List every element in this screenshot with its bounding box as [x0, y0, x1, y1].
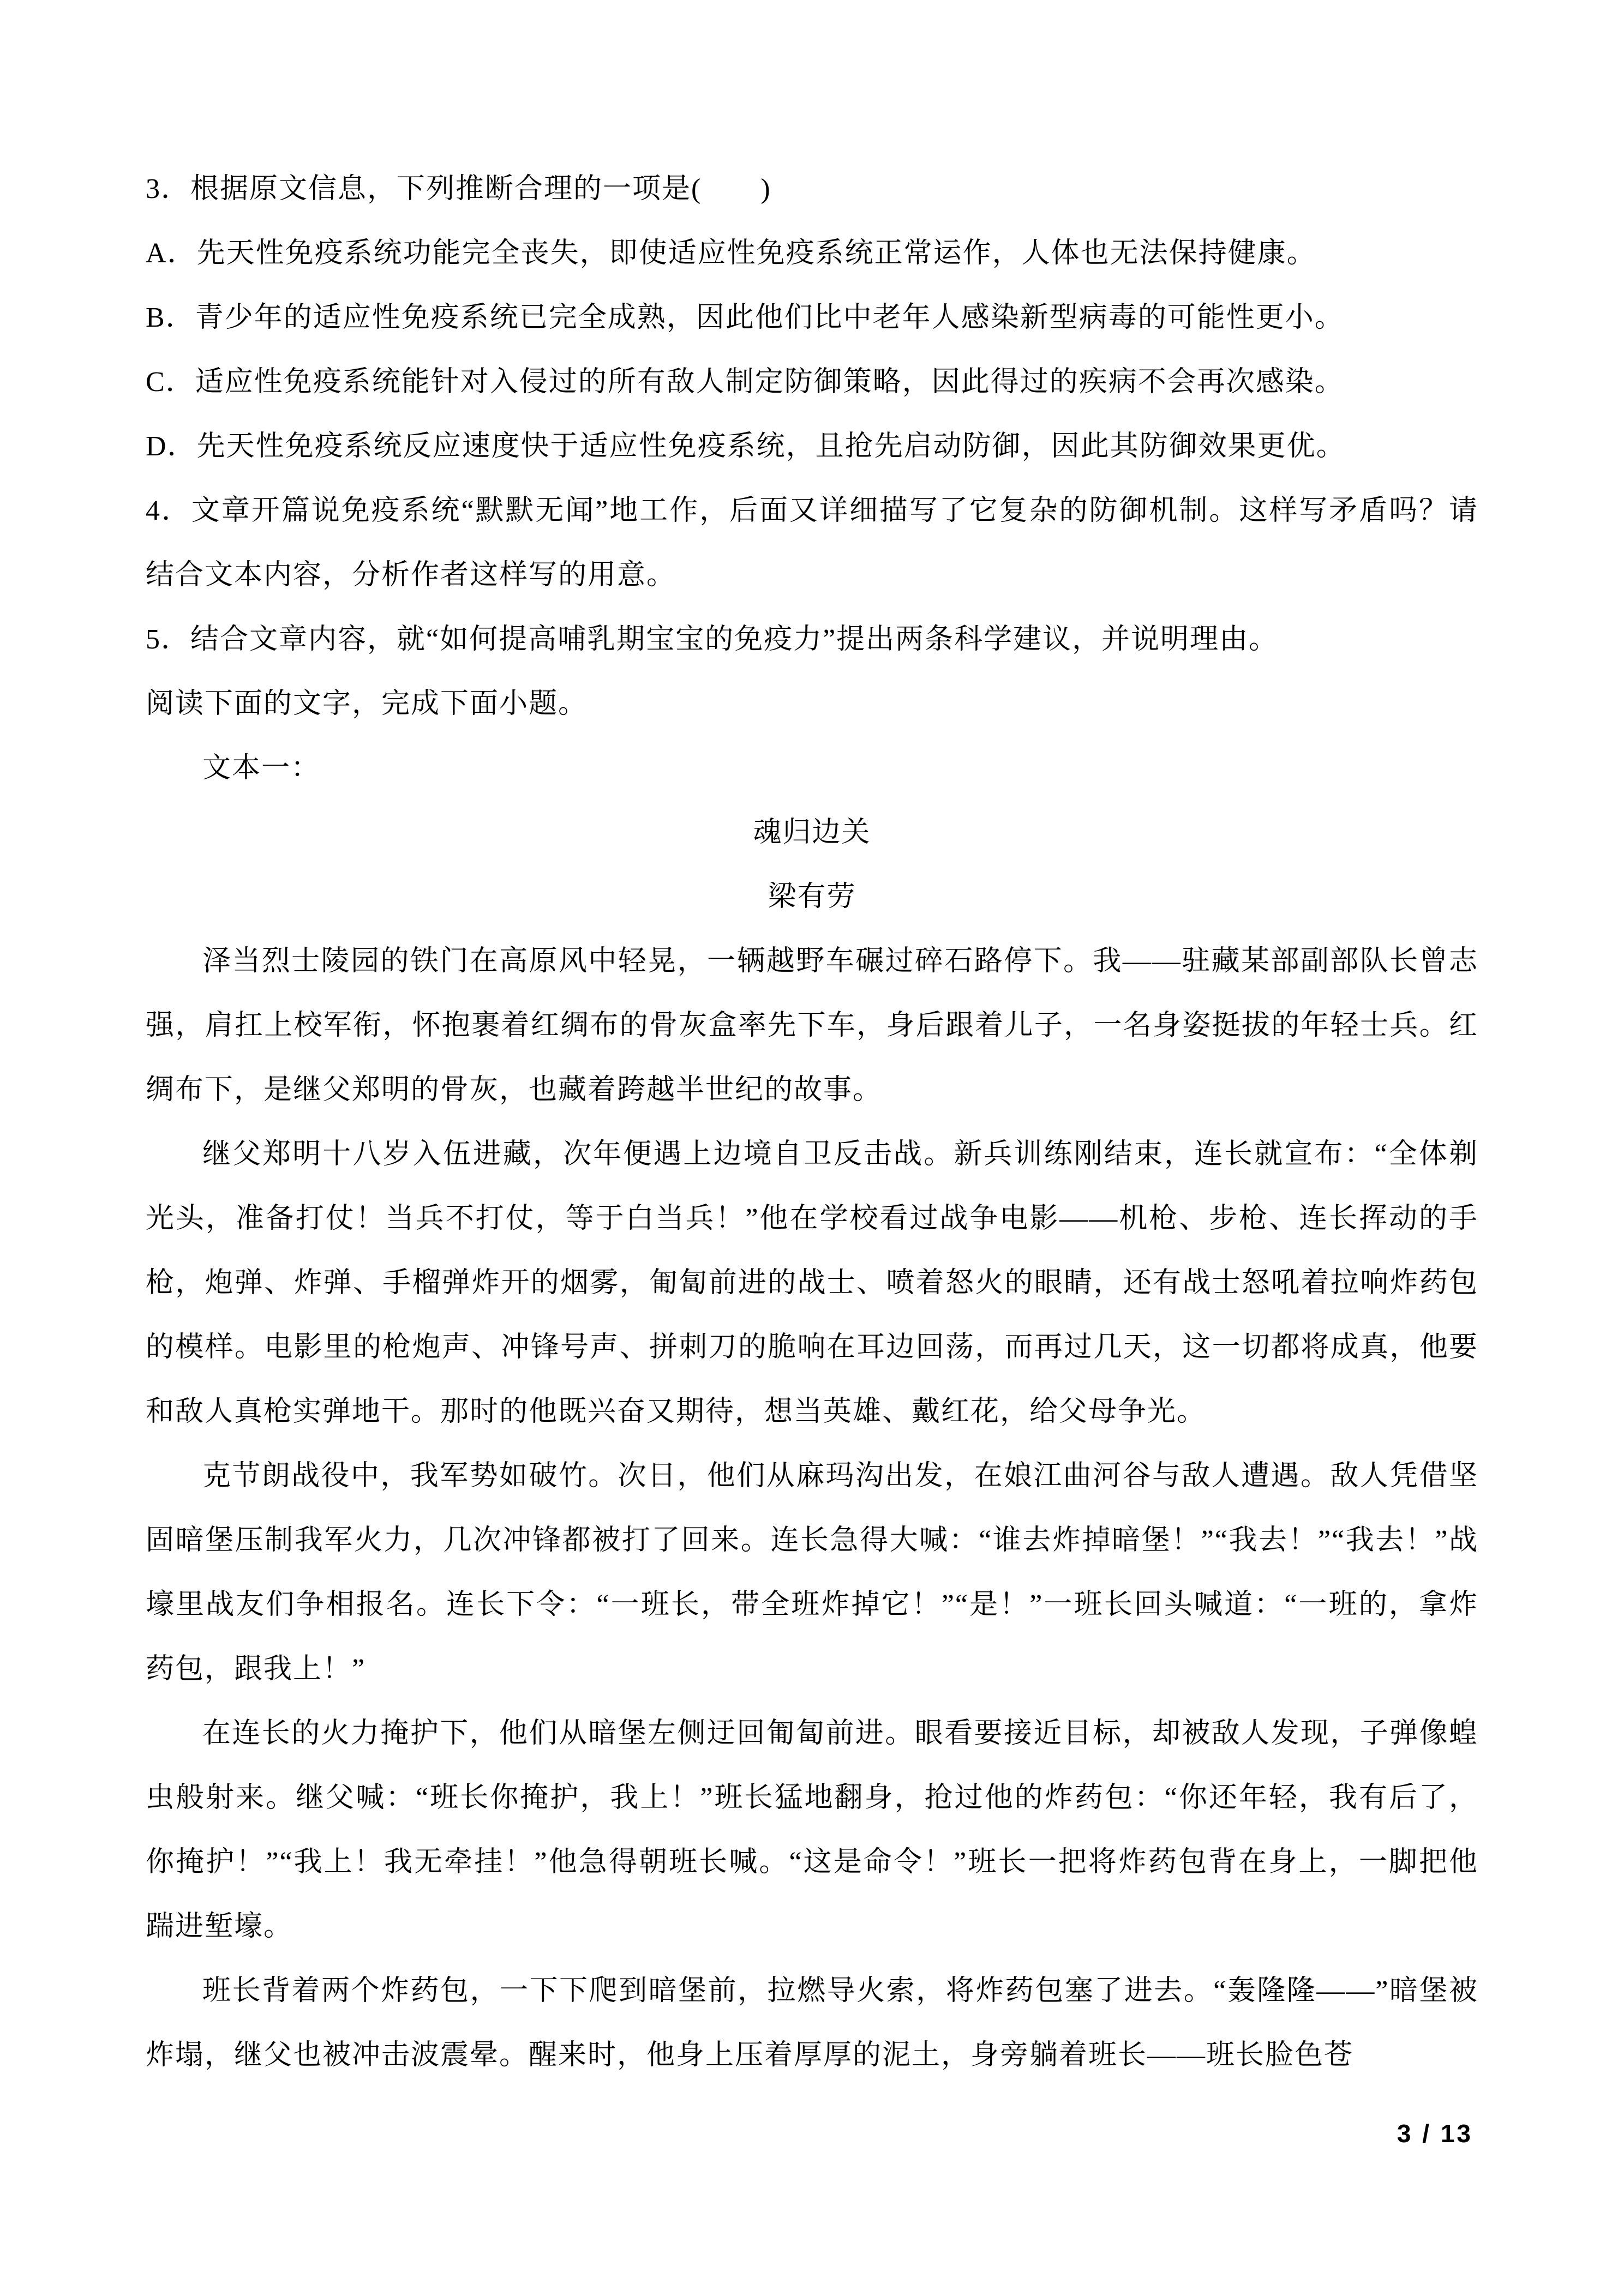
question-3-option-a — [146, 221, 1478, 286]
option-b-label: B． — [146, 302, 195, 333]
question-4-text: 文章开篇说免疫系统“默默无闻”地工作，后面又详细描写了它复杂的防御机制。这样写矛盾吗？请结合文本内容，分析作者这样写的用意。 — [146, 495, 1478, 591]
page-indicator: 3 / 13 — [1397, 2119, 1473, 2148]
question-4-number: 4． — [146, 495, 191, 526]
option-c-label: C． — [146, 366, 195, 398]
passage-paragraph-2: 继父郑明十八岁入伍进藏，次年便遇上边境自卫反击战。新兵训练刚结束，连长就宣布：“全体剃光头，准备打仗！当兵不打仗，等于白当兵！”他在学校看过战争电影——机枪、步枪、连长挥动的手枪，炮弹、炸弹、手榴弹炸开的烟雾，匍匐前进的战士、喷着怒火的眼睛，还有战士怒吼着拉响炸药包的模样。电影里的枪炮声、冲锋号声、拼刺刀的脆响在耳边回荡，而再过几天，这一切都将成真，他要和敌人真枪实弹地干。那时的他既兴奋又期待，想当英雄、戴红花，给父母争光。 — [146, 1139, 1478, 1427]
passage-author: 梁有劳 — [768, 881, 856, 912]
passage-paragraph-4: 在连长的火力掩护下，他们从暗堡左侧迂回匍匐前进。眼看要接近目标，却被敌人发现，子弹像蝗虫般射来。继父喊：“班长你掩护，我上！”班长猛地翻身，抢过他的炸药包：“你还年轻，我有后了，你掩护！”“我上！我无牵挂！”他急得朝班长喊。“这是命令！”班长一把将炸药包背在身上，一脚把他踹进堑壕。 — [146, 1718, 1478, 1942]
reading-instruction: 阅读下面的文字，完成下面小题。 — [146, 688, 588, 719]
passage-paragraph-3: 克节朗战役中，我军势如破竹。次日，他们从麻玛沟出发，在娘江曲河谷与敌人遭遇。敌人凭借坚固暗堡压制我军火力，几次冲锋都被打了回来。连长急得大喊：“谁去炸掉暗堡！”“我去！”“我去！”战壕里战友们争相报名。连长下令：“一班长，带全班炸掉它！”“是！”一班长回头喊道：“一班的，拿炸药包，跟我上！” — [146, 1460, 1478, 1685]
question-3-option-b — [146, 286, 1478, 350]
question-3-option-c — [146, 350, 1478, 414]
passage-paragraph-1: 泽当烈士陵园的铁门在高原风中轻晃，一辆越野车碾过碎石路停下。我——驻藏某部副部队长曾志强，肩扛上校军衔，怀抱裹着红绸布的骨灰盒率先下车，身后跟着儿子，一名身姿挺拔的年轻士兵。红绸布下，是继父郑明的骨灰，也藏着跨越半世纪的故事。 — [146, 946, 1478, 1105]
option-a-text: 先天性免疫系统功能完全丧失，即使适应性免疫系统正常运作，人体也无法保持健康。 — [196, 238, 1316, 269]
option-a-label: A． — [146, 238, 197, 269]
question-5-text: 结合文章内容，就“如何提高哺乳期宝宝的免疫力”提出两条科学建议，并说明理由。 — [190, 624, 1279, 655]
passage-paragraph-5: 班长背着两个炸药包，一下下爬到暗堡前，拉燃导火索，将炸药包塞了进去。“轰隆隆——”暗堡被炸塌，继父也被冲击波震晕。醒来时，他身上压着厚厚的泥土，身旁躺着班长——班长脸色苍 — [146, 1975, 1478, 2071]
text-one-label: 文本一： — [202, 753, 321, 784]
question-5-number: 5． — [146, 624, 191, 655]
question-3-stem — [146, 157, 1478, 221]
exam-page-content — [146, 157, 1478, 2088]
question-3-text: 根据原文信息，下列推断合理的一项是( ) — [190, 173, 771, 205]
question-4 — [146, 479, 1478, 608]
question-3-number: 3． — [146, 173, 191, 205]
option-d-text: 先天性免疫系统反应速度快于适应性免疫系统，且抢先启动防御，因此其防御效果更优。 — [196, 431, 1346, 462]
option-c-text: 适应性免疫系统能针对入侵过的所有敌人制定防御策略，因此得过的疾病不会再次感染。 — [195, 366, 1344, 398]
question-5 — [146, 608, 1478, 672]
passage-title: 魂归边关 — [753, 817, 871, 848]
question-3-option-d — [146, 414, 1478, 479]
option-b-text: 青少年的适应性免疫系统已完全成熟，因此他们比中老年人感染新型病毒的可能性更小。 — [195, 302, 1344, 333]
option-d-label: D． — [146, 431, 197, 462]
